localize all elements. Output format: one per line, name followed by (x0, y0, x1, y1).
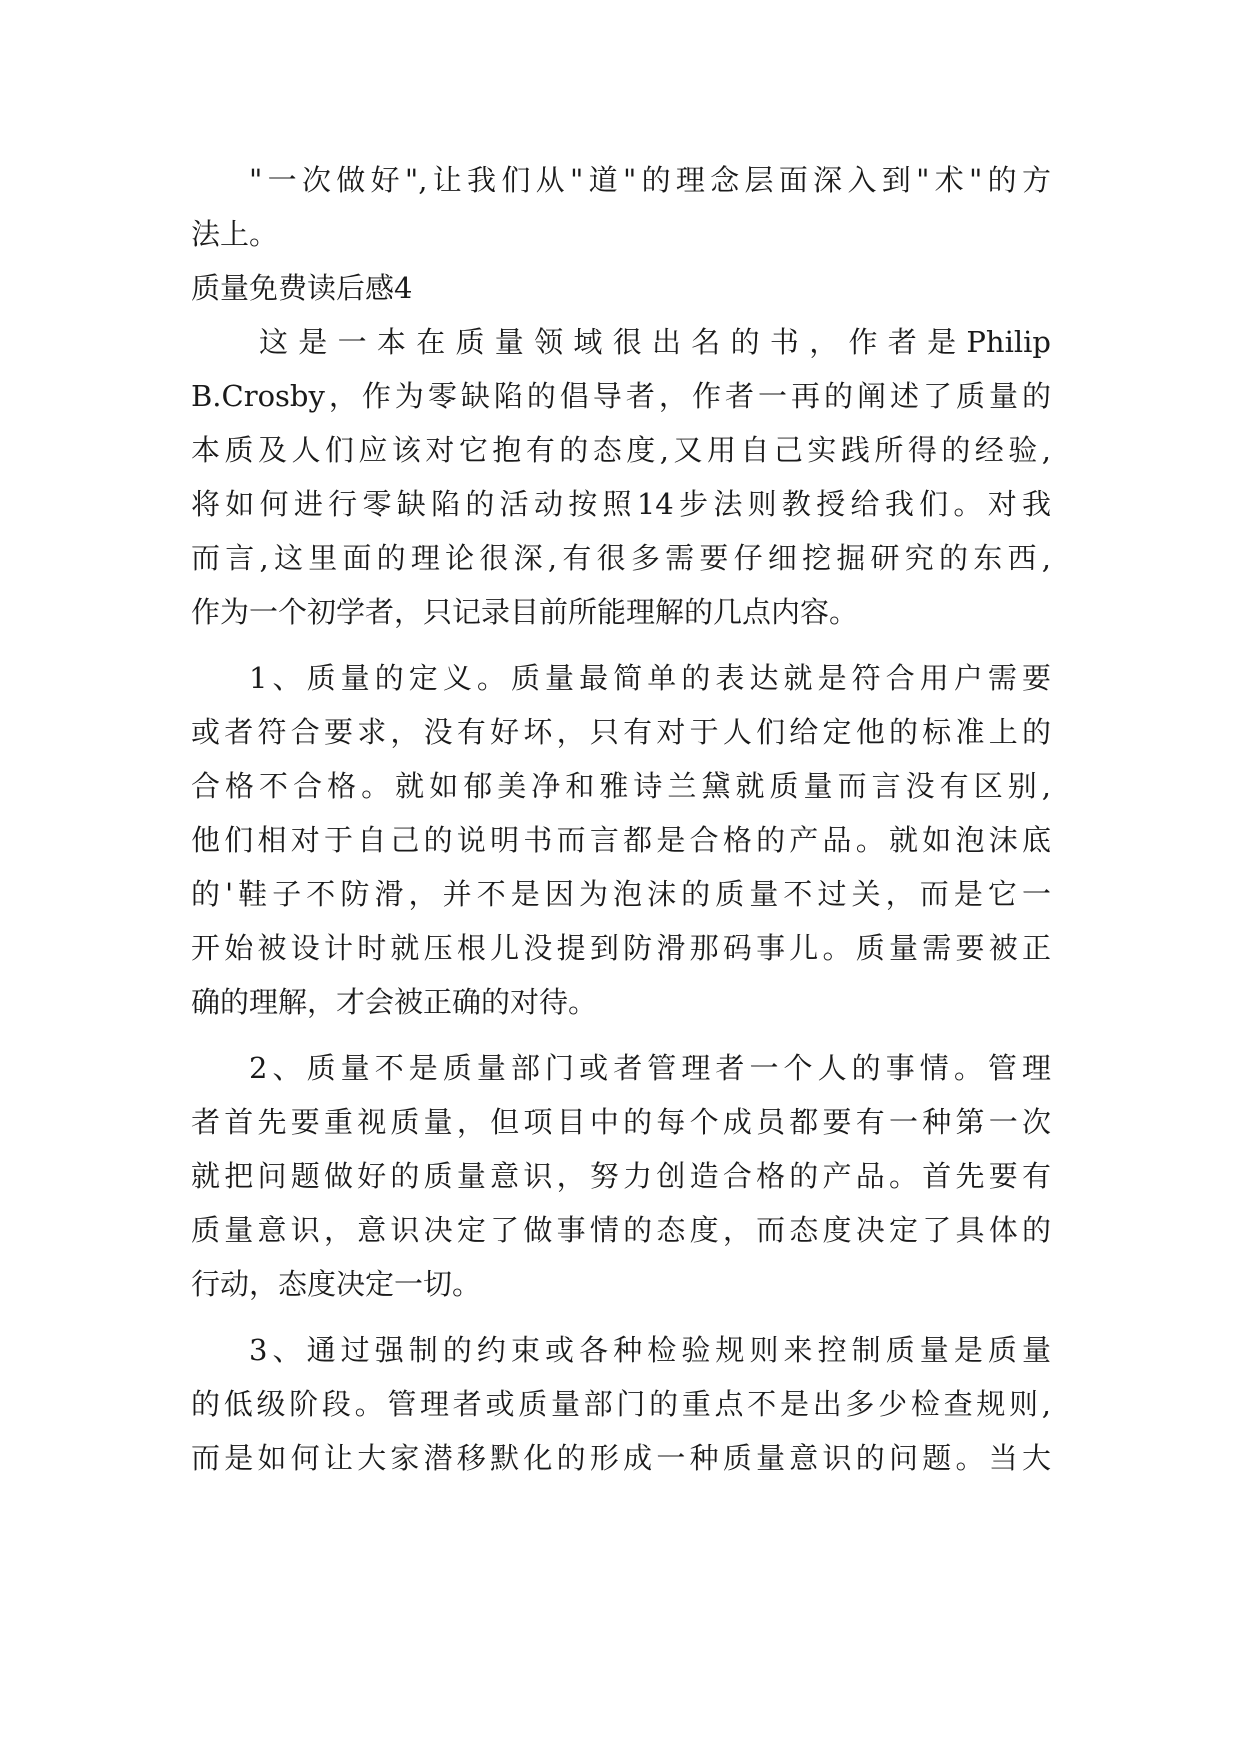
paragraph-4-line-1: 3、通过强制的约束或各种检验规则来控制质量是质量 (249, 1333, 1051, 1367)
paragraph-3-line-4: 质量意识，意识决定了做事情的态度，而态度决定了具体的 (191, 1213, 1051, 1247)
paragraph-2-line-6: 开始被设计时就压根儿没提到防滑那码事儿。质量需要被正 (191, 931, 1051, 965)
paragraph-4-line-3: 而是如何让大家潜移默化的形成一种质量意识的问题。当大 (191, 1441, 1051, 1475)
paragraph-2-line-7: 确的理解，才会被正确的对待。 (191, 985, 598, 1019)
paragraph-2-line-5: 的'鞋子不防滑，并不是因为泡沫的质量不过关，而是它一 (191, 877, 1051, 911)
paragraph-2-line-2: 或者符合要求，没有好坏，只有对于人们给定他的标准上的 (191, 715, 1051, 749)
paragraph-1-line-1: 这是一本在质量领域很出名的书，作者是Philip (259, 325, 1051, 359)
paragraph-3-line-5: 行动，态度决定一切。 (191, 1267, 482, 1301)
intro-line-1: "一次做好",让我们从"道"的理念层面深入到"术"的方 (249, 163, 1051, 197)
paragraph-3-line-2: 者首先要重视质量，但项目中的每个成员都要有一种第一次 (191, 1105, 1051, 1139)
paragraph-1-line-5: 而言,这里面的理论很深,有很多需要仔细挖掘研究的东西, (191, 541, 1051, 575)
paragraph-1-line-3: 本质及人们应该对它抱有的态度,又用自己实践所得的经验, (191, 433, 1051, 467)
section-title: 质量免费读后感4 (191, 271, 413, 305)
paragraph-1-line-2: B.Crosby，作为零缺陷的倡导者，作者一再的阐述了质量的 (191, 379, 1051, 413)
paragraph-1-line-4: 将如何进行零缺陷的活动按照14步法则教授给我们。对我 (191, 487, 1051, 521)
paragraph-3-line-3: 就把问题做好的质量意识，努力创造合格的产品。首先要有 (191, 1159, 1051, 1193)
paragraph-2-line-4: 他们相对于自己的说明书而言都是合格的产品。就如泡沫底 (191, 823, 1051, 857)
paragraph-2-line-1: 1、质量的定义。质量最简单的表达就是符合用户需要 (249, 661, 1051, 695)
paragraph-3-line-1: 2、质量不是质量部门或者管理者一个人的事情。管理 (249, 1051, 1051, 1085)
paragraph-1-line-6: 作为一个初学者，只记录目前所能理解的几点内容。 (191, 595, 859, 629)
paragraph-4-line-2: 的低级阶段。管理者或质量部门的重点不是出多少检查规则, (191, 1387, 1051, 1421)
paragraph-2-line-3: 合格不合格。就如郁美净和雅诗兰黛就质量而言没有区别, (191, 769, 1051, 803)
intro-line-2: 法上。 (191, 217, 279, 251)
